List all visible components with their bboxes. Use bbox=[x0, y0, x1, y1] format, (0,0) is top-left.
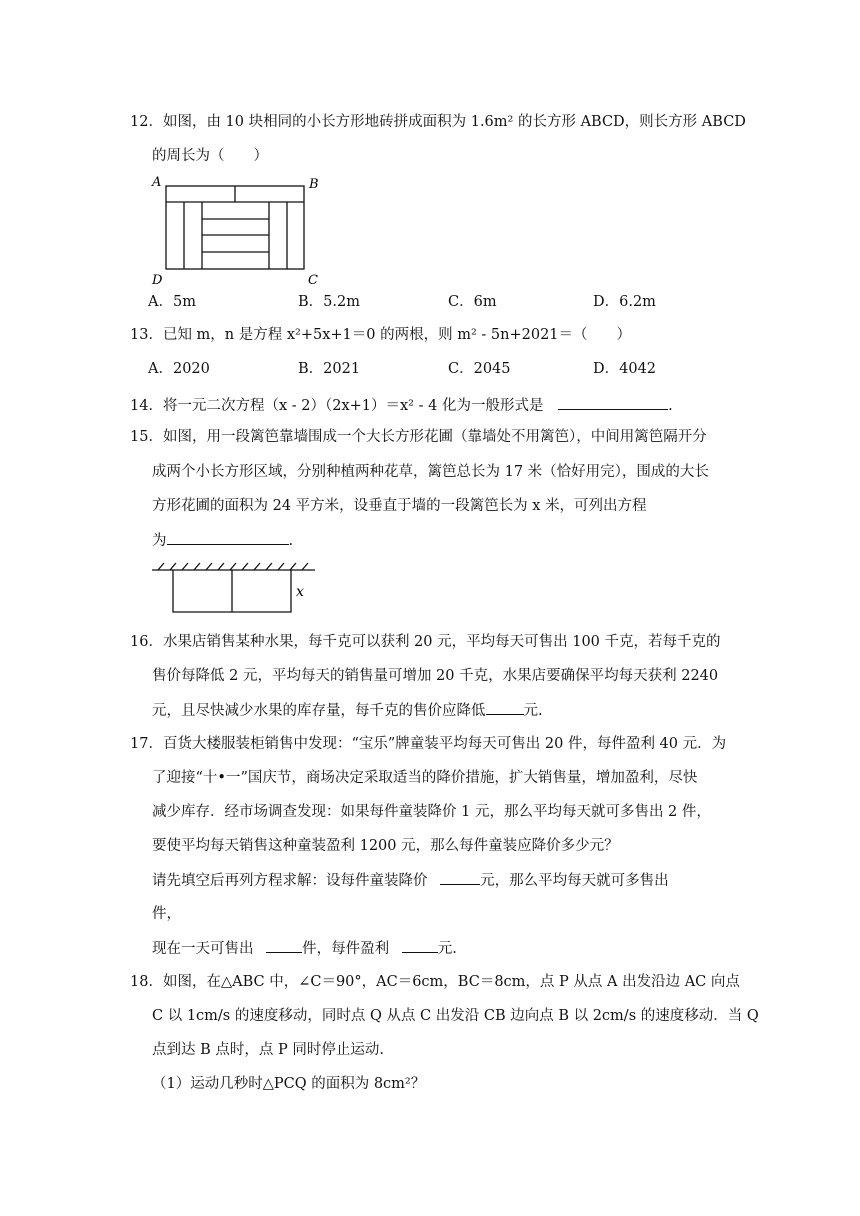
q18-line2: C 以 1cm/s 的速度移动，同时点 Q 从点 C 出发沿 CB 边向点 B 以 2cm/s 的速度移动．当 Q bbox=[152, 1008, 759, 1024]
q15-tail: . bbox=[288, 533, 294, 549]
x-label: x bbox=[296, 584, 304, 600]
q15-prefix: 为 bbox=[152, 533, 167, 549]
q17-line2: 了迎接“十•一”国庆节，商场决定采取适当的降价措施，扩大销售量，增加盈利，尽快 bbox=[152, 770, 698, 786]
q14-tail: . bbox=[668, 398, 673, 414]
label-c: C bbox=[308, 273, 318, 287]
q16-answer-blank[interactable] bbox=[486, 700, 524, 715]
label-a: A bbox=[152, 175, 162, 190]
q17-line7-text-b: 件，每件盈利 bbox=[302, 941, 390, 957]
q15-line3: 方形花圃的面积为 24 平方米，设垂直于墙的一段篱笆长为 x 米，可列出方程 bbox=[152, 498, 647, 514]
q13-option-c: C．2045 bbox=[448, 361, 511, 377]
q16-line1: 16．水果店销售某种水果，每千克可以获利 20 元，平均每天可售出 100 千克，若每千克的 bbox=[130, 634, 721, 650]
q17-line7-text-a: 现在一天可售出 bbox=[152, 941, 254, 957]
q12-tile-figure bbox=[148, 172, 338, 287]
q17-price-cut-blank[interactable] bbox=[440, 870, 480, 885]
q17-line5-text-b: 元，那么平均每天就可多售出 bbox=[480, 873, 669, 889]
label-b: B bbox=[309, 177, 319, 192]
q14-line1 bbox=[130, 395, 673, 416]
q17-line6: 件， bbox=[152, 906, 181, 922]
q12-option-a: A．5m bbox=[148, 294, 196, 310]
q17-profit-blank[interactable] bbox=[402, 938, 438, 953]
q13-option-b: B．2021 bbox=[298, 361, 361, 377]
q13-line1: 13．已知 m，n 是方程 x²+5x+1＝0 的两根，则 m² - 5n+2021＝（ ） bbox=[130, 327, 632, 343]
q12-option-c: C．6m bbox=[448, 294, 497, 310]
q16-line2: 售价每降低 2 元，平均每天的销售量可增加 20 千克，水果店要确保平均每天获利 2240 bbox=[152, 668, 719, 684]
q15-fence-figure bbox=[150, 560, 320, 620]
q14-text: 14．将一元二次方程（x - 2）（2x+1）＝x² - 4 化为一般形式是 bbox=[130, 398, 544, 414]
q12-line2: 的周长为（ ） bbox=[152, 148, 268, 164]
q17-quantity-blank[interactable] bbox=[266, 938, 302, 953]
q15-line4 bbox=[152, 530, 293, 551]
q12-line1: 12．如图，由 10 块相同的小长方形地砖拼成面积为 1.6m² 的长方形 ABCD，则长方形 ABCD bbox=[130, 114, 746, 130]
q13-option-a: A．2020 bbox=[148, 361, 210, 377]
q14-answer-blank[interactable] bbox=[558, 395, 668, 410]
q15-answer-blank[interactable] bbox=[167, 530, 289, 545]
q18-line1: 18．如图，在△ABC 中，∠C＝90°，AC＝6cm，BC＝8cm，点 P 从点 A 出发沿边 AC 向点 bbox=[130, 974, 740, 990]
q17-line1: 17．百货大楼服装柜销售中发现：“宝乐”牌童装平均每天可售出 20 件，每件盈利 40 元．为 bbox=[130, 736, 727, 752]
q17-line7 bbox=[152, 938, 457, 959]
q17-line7-text-c: 元. bbox=[437, 941, 457, 957]
q12-option-b: B．5.2m bbox=[298, 294, 360, 310]
q16-line3 bbox=[152, 700, 543, 721]
label-d: D bbox=[152, 273, 163, 287]
q17-line3: 减少库存．经市场调查发现：如果每件童装降价 1 元，那么平均每天就可多售出 2 件， bbox=[152, 804, 711, 820]
q12-option-d: D．6.2m bbox=[593, 294, 656, 310]
q17-line4: 要使平均每天销售这种童装盈利 1200 元，那么每件童装应降价多少元？ bbox=[152, 838, 619, 854]
q15-line2: 成两个小长方形区域，分别种植两种花草，篱笆总长为 17 米（恰好用完），围成的大长 bbox=[152, 464, 709, 480]
q18-line3: 点到达 B 点时，点 P 同时停止运动. bbox=[152, 1042, 384, 1058]
q16-text: 元，且尽快减少水果的库存量，每千克的售价应降低 bbox=[152, 703, 486, 719]
q18-sub1: （1）运动几秒时△PCQ 的面积为 8cm²？ bbox=[152, 1076, 426, 1092]
q17-line5 bbox=[152, 870, 669, 891]
q16-tail: 元. bbox=[523, 703, 543, 719]
q15-line1: 15．如图，用一段篱笆靠墙围成一个大长方形花圃（靠墙处不用篱笆），中间用篱笆隔开分 bbox=[130, 429, 707, 445]
q13-option-d: D．4042 bbox=[593, 361, 657, 377]
q17-line5-text-a: 请先填空后再列方程求解：设每件童装降价 bbox=[152, 873, 428, 889]
